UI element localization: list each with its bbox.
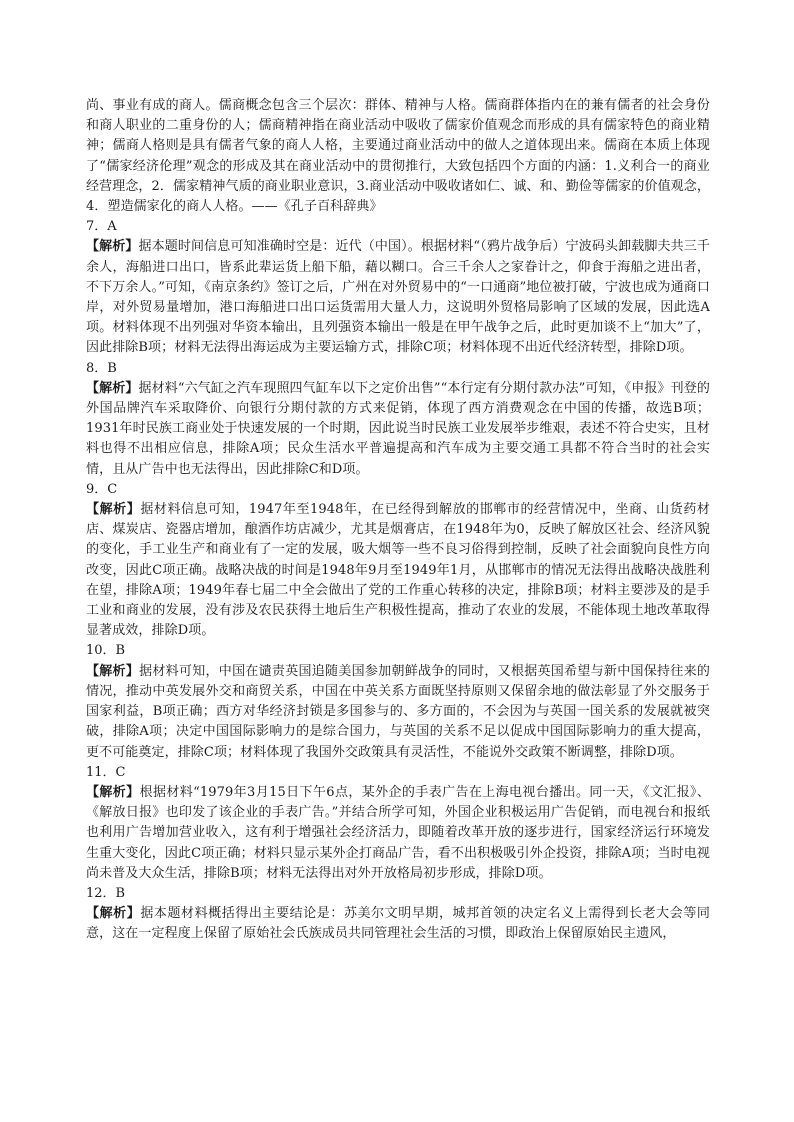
analysis-tag: 【解析】 [86,663,140,679]
analysis-text: 据本题材料概括得出主要结论是：苏美尔文明早期，城邦首领的决定名义上需得到长老大会等同意，这在一定程度上保留了原始社会氏族成员共同管理社会生活的习惯，即政治上保留原始民主遗风， [86,906,711,942]
analysis-tag: 【解析】 [86,784,140,800]
answer-number: 12．B [86,885,126,901]
analysis-paragraph [86,379,710,480]
analysis-text: 据材料可知，中国在谴责英国追随美国参加朝鲜战争的同时，又根据英国希望与新中国保持往来的情况，推动中英发展外交和商贸关系，中国在中英关系方面既坚持原则又保留余地的做法彰显了外交服务于国家利益，B项正确；西方对华经济封锁是多国参与的、多方面的，不会因为与英国一国关系的发展就被突破，排除A项；决定中国国际影响力的是综合国力，与英国的关系不足以促成中国国际影响力的重大提高，更不可能奠定，排除C项；材料体现了我国外交政策具有灵活性，不能说外交政策不断调整，排除D项。 [86,663,710,760]
analysis-text: 据材料信息可知，1947年至1948年，在已经得到解放的邯郸市的经营情况中，坐商、山货药材店、煤炭店、瓷器店增加，酿酒作坊店减少，尤其是烟膏店，在1948年为0，反映了解放区社会、经济风貌的变化，手工业生产和商业有了一定的发展，吸大烟等一些不良习俗得到控制，反映了社会面貌向良性方向改变，因此C项正确。战略决战的时间是1948年9月至1949年1月，从邯郸市的情况无法得出战略决战胜利在望，排除A项；1949年春七届二中全会做出了党的工作重心转移的决定，排除B项；材料主要涉及的是手工业和商业的发展，没有涉及农民获得土地后生产积极性提高，推动了农业的发展，不能体现土地改革取得显著成效，排除D项。 [86,502,711,639]
question-10 [86,641,710,762]
analysis-tag: 【解析】 [86,502,141,518]
analysis-text: 根据材料“1979年3月15日下午6点，某外企的手表广告在上海电视台播出。同一天，《文汇报》、《解放日报》也印发了该企业的手表广告。”并结合所学可知，外国企业积极运用广告促销，而电视台和报纸也利用广告增加营业收入，这有利于增强社会经济活力，即随着改革开放的逐步进行，国家经济运行环境发生重大变化，因此C项正确；材料只显示某外企打商品广告，看不出积极吸引外企投资，排除A项；当时电视尚未普及大众生活，排除B项；材料无法得出对外开放格局初步形成，排除D项。 [86,784,710,881]
answer-number: 8．B [86,360,117,376]
analysis-text: 据材料“六气缸之汽车现照四气缸车以下之定价出售”“本行定有分期付款办法”可知，《申报》刊登的外国品牌汽车采取降价、向银行分期付款的方式来促销，体现了西方消费观念在中国的传播，故选B项；1931年时民族工商业处于快速发展的一个时期，因此说当时民族工业发展举步维艰，表述不符合史实，且材料也得不出相应信息，排除A项；民众生活水平普遍提高和汽车成为主要交通工具都不符合当时的社会实情，且从广告中也无法得出，因此排除C和D项。 [86,380,710,477]
question-12 [86,884,710,945]
analysis-paragraph [86,237,710,358]
question-8 [86,359,710,480]
analysis-tag: 【解析】 [86,239,139,255]
analysis-text: 据本题时间信息可知准确时空是：近代（中国）。根据材料“（鸦片战争后）宁波码头卸载脚夫共三千余人，海船进口出口，皆系此辈运货上船下船，藉以糊口。合三千余人之家眷计之，仰食于海船之进出者，不下万余人。”可知，《南京条约》签订之后，广州在对外贸易中的“一口通商”地位被打破，宁波也成为通商口岸，对外贸易量增加，港口海船进口出口运货需用大量人力，这说明外贸格局影响了区域的发展，因此选A项。材料体现不出列强对华资本输出，且列强资本输出一般是在甲午战争之后，此时更加谈不上“加大”了，因此排除B项；材料无法得出海运成为主要运输方式，排除C项；材料体现不出近代经济转型，排除D项。 [86,239,710,356]
intro-paragraph: 尚、事业有成的商人。儒商概念包含三个层次：群体、精神与人格。儒商群体指内在的兼有儒者的社会身份和商人职业的二重身份的人；儒商精神指在商业活动中吸收了儒家价值观念而形成的具有儒家特色的商业精神；儒商人格则是具有儒者气象的商人人格，主要通过商业活动中的做人之道体现出来。儒商在本质上体现了“儒家经济伦理”观念的形成及其在商业活动中的贯彻推行，大致包括四个方面的内涵：1.义利合一的商业经营理念，2．儒家精神气质的商业职业意识，3.商业活动中吸收诸如仁、诚、和、勤俭等儒家的价值观念，4．塑造儒家化的商人人格。——《孔子百科辞典》 [86,98,710,215]
analysis-paragraph [86,500,710,641]
document-page [86,96,710,945]
question-11 [86,763,710,884]
analysis-tag: 【解析】 [86,380,139,396]
answer-number: 7．A [86,219,117,235]
analysis-paragraph [86,662,710,763]
question-7 [86,217,710,358]
answer-number: 11．C [86,764,126,780]
analysis-tag: 【解析】 [86,906,141,922]
analysis-paragraph [86,783,710,884]
question-9 [86,480,710,642]
answer-number: 9．C [86,481,118,497]
analysis-paragraph [86,904,710,944]
answer-number: 10．B [86,643,126,659]
